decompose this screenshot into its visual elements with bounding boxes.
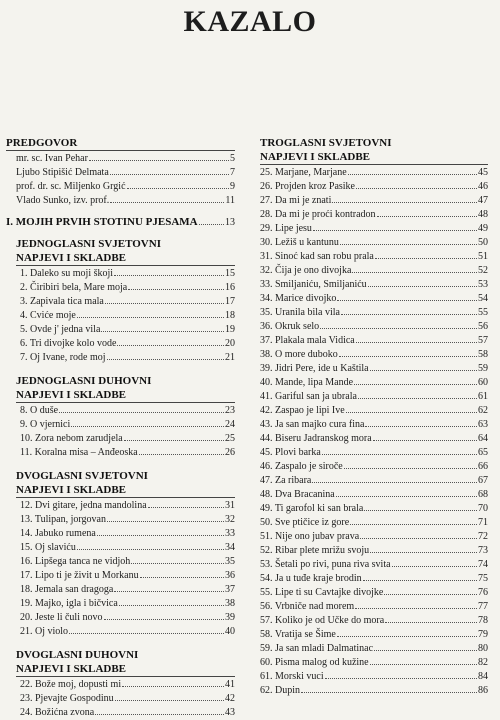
- leader-dots: [148, 498, 224, 508]
- toc-entry-page: 42: [225, 693, 235, 704]
- toc-entry-title: mr. sc. Ivan Pehar: [16, 153, 88, 164]
- toc-entry[interactable]: [6, 280, 235, 294]
- toc-entry-title: 10. Zora nebom zarudjela: [20, 433, 123, 444]
- toc-entry-page: 31: [225, 500, 235, 511]
- section-heading-line-1: TROGLASNI SVJETOVNI: [260, 137, 392, 149]
- toc-entry-title: 30. Ležiš u kantunu: [260, 237, 339, 248]
- toc-entry-title: 47. Za ribara: [260, 475, 312, 486]
- leader-dots: [364, 501, 477, 511]
- leader-dots: [344, 459, 477, 469]
- leader-dots: [365, 417, 477, 427]
- leader-dots: [356, 333, 477, 343]
- leader-dots: [341, 305, 477, 315]
- toc-entry-title: 14. Jabuko rumena: [20, 528, 96, 539]
- leader-dots: [95, 705, 224, 715]
- toc-entry-title: 18. Jemala san dragoga: [20, 584, 114, 595]
- toc-entry-title: Ljubo Stipišić Delmata: [16, 167, 109, 178]
- toc-entry-page: 26: [225, 447, 235, 458]
- toc-entry-title: 54. Ja u tuđe kraje brodin: [260, 573, 362, 584]
- leader-dots: [375, 249, 477, 259]
- toc-entry[interactable]: [260, 515, 488, 529]
- toc-entry-page: 38: [225, 598, 235, 609]
- toc-entry[interactable]: [6, 294, 235, 308]
- toc-entry-title: 53. Šetali po rivi, puna riva svita: [260, 559, 391, 570]
- toc-entry-title: 34. Marice divojko: [260, 293, 337, 304]
- toc-entry-title: 35. Uranila bila vila: [260, 307, 340, 318]
- toc-entry[interactable]: [6, 193, 235, 207]
- toc-entry-title: prof. dr. sc. Miljenko Grgić: [16, 181, 126, 192]
- toc-entry[interactable]: [6, 512, 235, 526]
- toc-entry[interactable]: [6, 403, 235, 417]
- toc-entry[interactable]: [6, 624, 235, 638]
- toc-entry-title: 44. Biseru Jadranskog mora: [260, 433, 372, 444]
- leader-dots: [358, 389, 477, 399]
- toc-entry[interactable]: [260, 459, 488, 473]
- toc-entry-page: 5: [230, 153, 235, 164]
- toc-entry[interactable]: [6, 431, 235, 445]
- toc-entry-page: 19: [225, 324, 235, 335]
- toc-entry-page: 73: [478, 545, 488, 556]
- toc-entry[interactable]: [260, 557, 488, 571]
- toc-entry-title: 50. Sve ptičice iz gore: [260, 517, 350, 528]
- toc-entry[interactable]: [6, 540, 235, 554]
- toc-entry-title: 45. Plovi barka: [260, 447, 321, 458]
- toc-entry-title: 26. Projden kroz Pasike: [260, 181, 355, 192]
- leader-dots: [59, 403, 224, 413]
- predgovor-list: [6, 151, 235, 207]
- toc-entry-page: 61: [478, 391, 488, 402]
- toc-entry[interactable]: [260, 179, 488, 193]
- toc-entry[interactable]: [6, 151, 235, 165]
- toc-entry-page: 84: [478, 671, 488, 682]
- leader-dots: [101, 322, 224, 332]
- toc-entry-page: 25: [225, 433, 235, 444]
- toc-entry-page: 40: [225, 626, 235, 637]
- toc-left-column: [6, 136, 235, 719]
- toc-entry-page: 16: [225, 282, 235, 293]
- leader-dots: [139, 445, 224, 455]
- toc-entry-page: 78: [478, 615, 488, 626]
- toc-entry-title: 1. Daleko su moji škoji: [20, 268, 114, 279]
- toc-entry[interactable]: [260, 193, 488, 207]
- section-heading-line-1: DVOGLASNI SVJETOVNI: [16, 470, 148, 482]
- toc-entry-page: 56: [478, 321, 488, 332]
- leader-dots: [354, 375, 477, 385]
- toc-entry-page: 13: [225, 217, 235, 228]
- toc-entry-page: 63: [478, 419, 488, 430]
- toc-entry-title: 61. Morski vuci: [260, 671, 324, 682]
- right-list: [260, 165, 488, 697]
- toc-entry-page: 49: [478, 223, 488, 234]
- toc-entry[interactable]: [260, 165, 488, 179]
- toc-entry[interactable]: [260, 529, 488, 543]
- toc-entry-title: 27. Da mi je znati: [260, 195, 332, 206]
- toc-entry[interactable]: [260, 473, 488, 487]
- toc-entry-page: 76: [478, 587, 488, 598]
- toc-entry[interactable]: [6, 165, 235, 179]
- section-heading-line-2: NAPJEVI I SKLADBE: [16, 663, 127, 675]
- toc-entry-title: 37. Plakala mala Vidica: [260, 335, 355, 346]
- leader-dots: [340, 235, 477, 245]
- toc-entry[interactable]: [260, 249, 488, 263]
- toc-entry[interactable]: [260, 333, 488, 347]
- toc-entry-title: 20. Jeste li čuli novo: [20, 612, 103, 623]
- toc-entry-page: 24: [225, 419, 235, 430]
- toc-entry-title: 21. Oj violo: [20, 626, 69, 637]
- toc-entry[interactable]: [260, 291, 488, 305]
- toc-entry-page: 53: [478, 279, 488, 290]
- leader-dots: [325, 669, 477, 679]
- toc-entry[interactable]: [260, 347, 488, 361]
- toc-entry-page: 43: [225, 707, 235, 718]
- toc-entry[interactable]: [6, 417, 235, 431]
- toc-entry-page: 46: [478, 181, 488, 192]
- toc-entry-title: 33. Smiljaniću, Smiljaniću: [260, 279, 367, 290]
- toc-entry-page: 65: [478, 447, 488, 458]
- toc-entry-page: 55: [478, 307, 488, 318]
- leader-dots: [127, 179, 229, 189]
- toc-entry-title: I. MOJIH PRVIH STOTINU PJESAMA: [6, 216, 198, 228]
- leader-dots: [385, 613, 477, 623]
- leader-dots: [117, 336, 224, 346]
- leader-dots: [301, 683, 477, 693]
- toc-entry[interactable]: [260, 627, 488, 641]
- toc-entry-title: 57. Koliko je od Učke do mora: [260, 615, 385, 626]
- toc-entry[interactable]: [6, 610, 235, 624]
- toc-entry-title: 9. O vjernici: [20, 419, 71, 430]
- toc-entry-page: 62: [478, 405, 488, 416]
- leader-dots: [337, 291, 477, 301]
- toc-entry-page: 60: [478, 377, 488, 388]
- toc-entry-page: 67: [478, 475, 488, 486]
- toc-entry[interactable]: [6, 350, 235, 364]
- leader-dots: [332, 193, 477, 203]
- toc-entry-page: 82: [478, 657, 488, 668]
- toc-entry-page: 68: [478, 489, 488, 500]
- toc-entry-title: 19. Majko, igla i bičvica: [20, 598, 118, 609]
- toc-entry[interactable]: [260, 361, 488, 375]
- toc-entry-title: 5. Ovde j' jedna vila: [20, 324, 101, 335]
- toc-entry-title: 6. Tri divojke kolo vode: [20, 338, 117, 349]
- toc-entry-title: 59. Ja san mladi Dalmatinac: [260, 643, 374, 654]
- toc-entry-title: 38. O more duboko: [260, 349, 338, 360]
- toc-entry[interactable]: [6, 308, 235, 322]
- toc-entry-page: 70: [478, 503, 488, 514]
- toc-entry[interactable]: [260, 641, 488, 655]
- toc-entry-page: 47: [478, 195, 488, 206]
- leader-dots: [128, 280, 224, 290]
- leader-dots: [337, 627, 477, 637]
- left-sections: [6, 229, 235, 719]
- leader-dots: [107, 350, 224, 360]
- toc-entry[interactable]: [6, 596, 235, 610]
- toc-entry-page: 72: [478, 531, 488, 542]
- toc-entry[interactable]: [260, 207, 488, 221]
- toc-entry[interactable]: [260, 221, 488, 235]
- toc-entry-title: 25. Marjane, Marjane: [260, 167, 347, 178]
- toc-entry-title: 39. Jidri Pere, ide u Kaštila: [260, 363, 369, 374]
- toc-entry[interactable]: [6, 705, 235, 719]
- toc-entry[interactable]: [260, 403, 488, 417]
- toc-entry[interactable]: [260, 277, 488, 291]
- leader-dots: [370, 655, 477, 665]
- leader-dots: [350, 515, 477, 525]
- section-heading-line-2: NAPJEVI I SKLADBE: [16, 484, 127, 496]
- leader-dots: [320, 319, 477, 329]
- toc-entry[interactable]: [6, 554, 235, 568]
- toc-entry-title: 24. Božićna zvona: [20, 707, 95, 718]
- toc-entry[interactable]: [6, 336, 235, 350]
- toc-entry-title: 13. Tulipan, jorgovan: [20, 514, 106, 525]
- toc-entry-title: 3. Zapivala tica mala: [20, 296, 104, 307]
- toc-entry[interactable]: [6, 179, 235, 193]
- toc-entry[interactable]: [260, 263, 488, 277]
- toc-entry-title: 2. Čiribiri bela, Mare moja: [20, 282, 128, 293]
- section-heading-line-1: JEDNOGLASNI DUHOVNI: [16, 375, 152, 387]
- toc-entry-title: 46. Zaspalo je siroče: [260, 461, 343, 472]
- section-heading-line-2: NAPJEVI I SKLADBE: [16, 252, 127, 264]
- leader-dots: [107, 512, 224, 522]
- toc-entry-title: 8. O duše: [20, 405, 59, 416]
- leader-dots: [374, 641, 477, 651]
- toc-entry-page: 39: [225, 612, 235, 623]
- section-heading-line-2: NAPJEVI I SKLADBE: [16, 389, 127, 401]
- toc-entry-title: 28. Da mi je proći kontradon: [260, 209, 376, 220]
- toc-entry-page: 77: [478, 601, 488, 612]
- toc-entry-page: 58: [478, 349, 488, 360]
- leader-dots: [377, 207, 477, 217]
- toc-entry-page: 37: [225, 584, 235, 595]
- toc-entry-page: 17: [225, 296, 235, 307]
- toc-entry[interactable]: [260, 319, 488, 333]
- leader-dots: [69, 624, 224, 634]
- toc-entry-page: 7: [230, 167, 235, 178]
- leader-dots: [97, 526, 224, 536]
- toc-entry[interactable]: [6, 266, 235, 280]
- toc-entry-title: 56. Vrbniče nad morem: [260, 601, 355, 612]
- toc-entry-page: 11: [225, 195, 235, 206]
- leader-dots: [370, 543, 477, 553]
- toc-entry-title: 23. Pjevajte Gospodinu: [20, 693, 114, 704]
- leader-dots: [77, 308, 224, 318]
- toc-entry[interactable]: [6, 582, 235, 596]
- toc-entry-title: 42. Zaspao je lipi Ive: [260, 405, 345, 416]
- toc-entry[interactable]: [260, 305, 488, 319]
- toc-entry-title: 36. Okruk selo: [260, 321, 320, 332]
- leader-dots: [346, 403, 477, 413]
- toc-entry-page: 59: [478, 363, 488, 374]
- toc-entry-page: 21: [225, 352, 235, 363]
- toc-entry[interactable]: [260, 389, 488, 403]
- toc-entry-title: 22. Bože moj, dopusti mi: [20, 679, 122, 690]
- toc-entry-page: 36: [225, 570, 235, 581]
- toc-entry[interactable]: [260, 683, 488, 697]
- toc-entry[interactable]: [6, 498, 235, 512]
- toc-entry-page: 23: [225, 405, 235, 416]
- toc-entry-title: 15. Oj slaviću: [20, 542, 76, 553]
- toc-entry[interactable]: [260, 585, 488, 599]
- section-heading-line-1: DVOGLASNI DUHOVNI: [16, 649, 139, 661]
- leader-dots: [131, 554, 224, 564]
- toc-entry-page: 33: [225, 528, 235, 539]
- page-title: KAZALO: [183, 5, 317, 38]
- toc-entry-page: 86: [478, 685, 488, 696]
- toc-entry-page: 71: [478, 517, 488, 528]
- toc-entry-page: 54: [478, 293, 488, 304]
- toc-entry-page: 15: [225, 268, 235, 279]
- leader-dots: [360, 529, 477, 539]
- toc-entry[interactable]: [6, 526, 235, 540]
- leader-dots: [114, 582, 224, 592]
- leader-dots: [124, 431, 224, 441]
- toc-entry-page: 20: [225, 338, 235, 349]
- leader-dots: [312, 473, 477, 483]
- leader-dots: [313, 221, 477, 231]
- toc-entry-page: 51: [478, 251, 488, 262]
- toc-entry-title: 49. Ti garofol ki san brala: [260, 503, 364, 514]
- toc-entry-title: 40. Mande, lipa Mande: [260, 377, 354, 388]
- toc-entry[interactable]: [6, 445, 235, 459]
- leader-dots: [368, 277, 477, 287]
- leader-dots: [115, 691, 224, 701]
- leader-dots: [77, 540, 224, 550]
- toc-entry[interactable]: [6, 322, 235, 336]
- leader-dots: [199, 215, 224, 225]
- leader-dots: [348, 165, 477, 175]
- toc-entry-page: 66: [478, 461, 488, 472]
- leader-dots: [356, 179, 477, 189]
- toc-entry-page: 18: [225, 310, 235, 321]
- toc-entry[interactable]: [260, 235, 488, 249]
- leader-dots: [122, 677, 224, 687]
- leader-dots: [363, 571, 477, 581]
- leader-dots: [322, 445, 477, 455]
- leader-dots: [105, 294, 224, 304]
- toc-entry-title: 43. Ja san majko cura fina: [260, 419, 365, 430]
- toc-entry-title: 16. Lipšega tanca ne vidjoh: [20, 556, 131, 567]
- toc-entry-title: 32. Čija je ono divojka: [260, 265, 352, 276]
- toc-entry-page: 45: [478, 167, 488, 178]
- leader-dots: [110, 193, 224, 203]
- toc-entry[interactable]: [260, 613, 488, 627]
- toc-entry[interactable]: [260, 655, 488, 669]
- toc-entry-part-one[interactable]: [6, 215, 235, 229]
- toc-entry-title: 12. Dvi gitare, jedna mandolina: [20, 500, 147, 511]
- toc-entry[interactable]: [260, 543, 488, 557]
- toc-entry-page: 74: [478, 559, 488, 570]
- leader-dots: [355, 599, 477, 609]
- toc-entry-title: Vlado Sunko, izv. prof.: [16, 195, 110, 206]
- leader-dots: [339, 347, 477, 357]
- leader-dots: [71, 417, 224, 427]
- leader-dots: [352, 263, 477, 273]
- toc-entry[interactable]: [260, 599, 488, 613]
- toc-entry-title: 60. Pisma malog od kužine: [260, 657, 369, 668]
- toc-entry-page: 9: [230, 181, 235, 192]
- toc-entry-title: 11. Koralna misa – Anđeoska: [20, 447, 138, 458]
- toc-entry-page: 79: [478, 629, 488, 640]
- toc-entry-title: 52. Ribar plete mrižu svoju: [260, 545, 370, 556]
- section-heading-line-2: NAPJEVI I SKLADBE: [260, 151, 371, 163]
- toc-entry-page: 41: [225, 679, 235, 690]
- toc-entry-page: 64: [478, 433, 488, 444]
- toc-entry-title: 55. Lipe ti su Cavtajke divojke: [260, 587, 384, 598]
- leader-dots: [114, 266, 224, 276]
- leader-dots: [370, 361, 477, 371]
- toc-entry[interactable]: [260, 487, 488, 501]
- toc-entry-page: 34: [225, 542, 235, 553]
- toc-entry-title: 62. Dupin: [260, 685, 300, 696]
- leader-dots: [373, 431, 477, 441]
- toc-entry[interactable]: [260, 571, 488, 585]
- toc-entry-page: 75: [478, 573, 488, 584]
- leader-dots: [392, 557, 477, 567]
- toc-entry-title: 58. Vratija se Šime: [260, 629, 336, 640]
- toc-entry[interactable]: [6, 677, 235, 691]
- toc-entry-title: 31. Sinoć kad san robu prala: [260, 251, 374, 262]
- leader-dots: [140, 568, 224, 578]
- toc-entry[interactable]: [260, 431, 488, 445]
- toc-entry-page: 48: [478, 209, 488, 220]
- toc-entry[interactable]: [260, 417, 488, 431]
- toc-entry-page: 80: [478, 643, 488, 654]
- toc-entry-title: 29. Lipe jesu: [260, 223, 312, 234]
- toc-entry[interactable]: [260, 445, 488, 459]
- toc-entry-page: 32: [225, 514, 235, 525]
- toc-entry-title: 17. Lipo ti je živit u Morkanu: [20, 570, 139, 581]
- toc-entry-title: 41. Gariful san ja ubrala: [260, 391, 357, 402]
- leader-dots: [384, 585, 477, 595]
- toc-entry[interactable]: [6, 691, 235, 705]
- toc-entry[interactable]: [6, 568, 235, 582]
- toc-entry-page: 35: [225, 556, 235, 567]
- toc-entry-page: 52: [478, 265, 488, 276]
- toc-entry[interactable]: [260, 375, 488, 389]
- leader-dots: [110, 165, 229, 175]
- toc-entry-title: 48. Dva Bracanina: [260, 489, 335, 500]
- toc-entry-page: 57: [478, 335, 488, 346]
- leader-dots: [119, 596, 224, 606]
- toc-entry-title: 7. Oj Ivane, rode moj: [20, 352, 106, 363]
- leader-dots: [336, 487, 477, 497]
- toc-entry-title: 51. Nije ono jubav prava: [260, 531, 360, 542]
- leader-dots: [104, 610, 225, 620]
- toc-entry-page: 50: [478, 237, 488, 248]
- section-heading-line-1: JEDNOGLASNI SVJETOVNI: [16, 238, 161, 250]
- toc-entry[interactable]: [260, 501, 488, 515]
- toc-right-column: [260, 136, 488, 697]
- section-heading-predgovor: PREDGOVOR: [6, 137, 78, 149]
- toc-entry-title: 4. Cviće moje: [20, 310, 76, 321]
- leader-dots: [89, 151, 229, 161]
